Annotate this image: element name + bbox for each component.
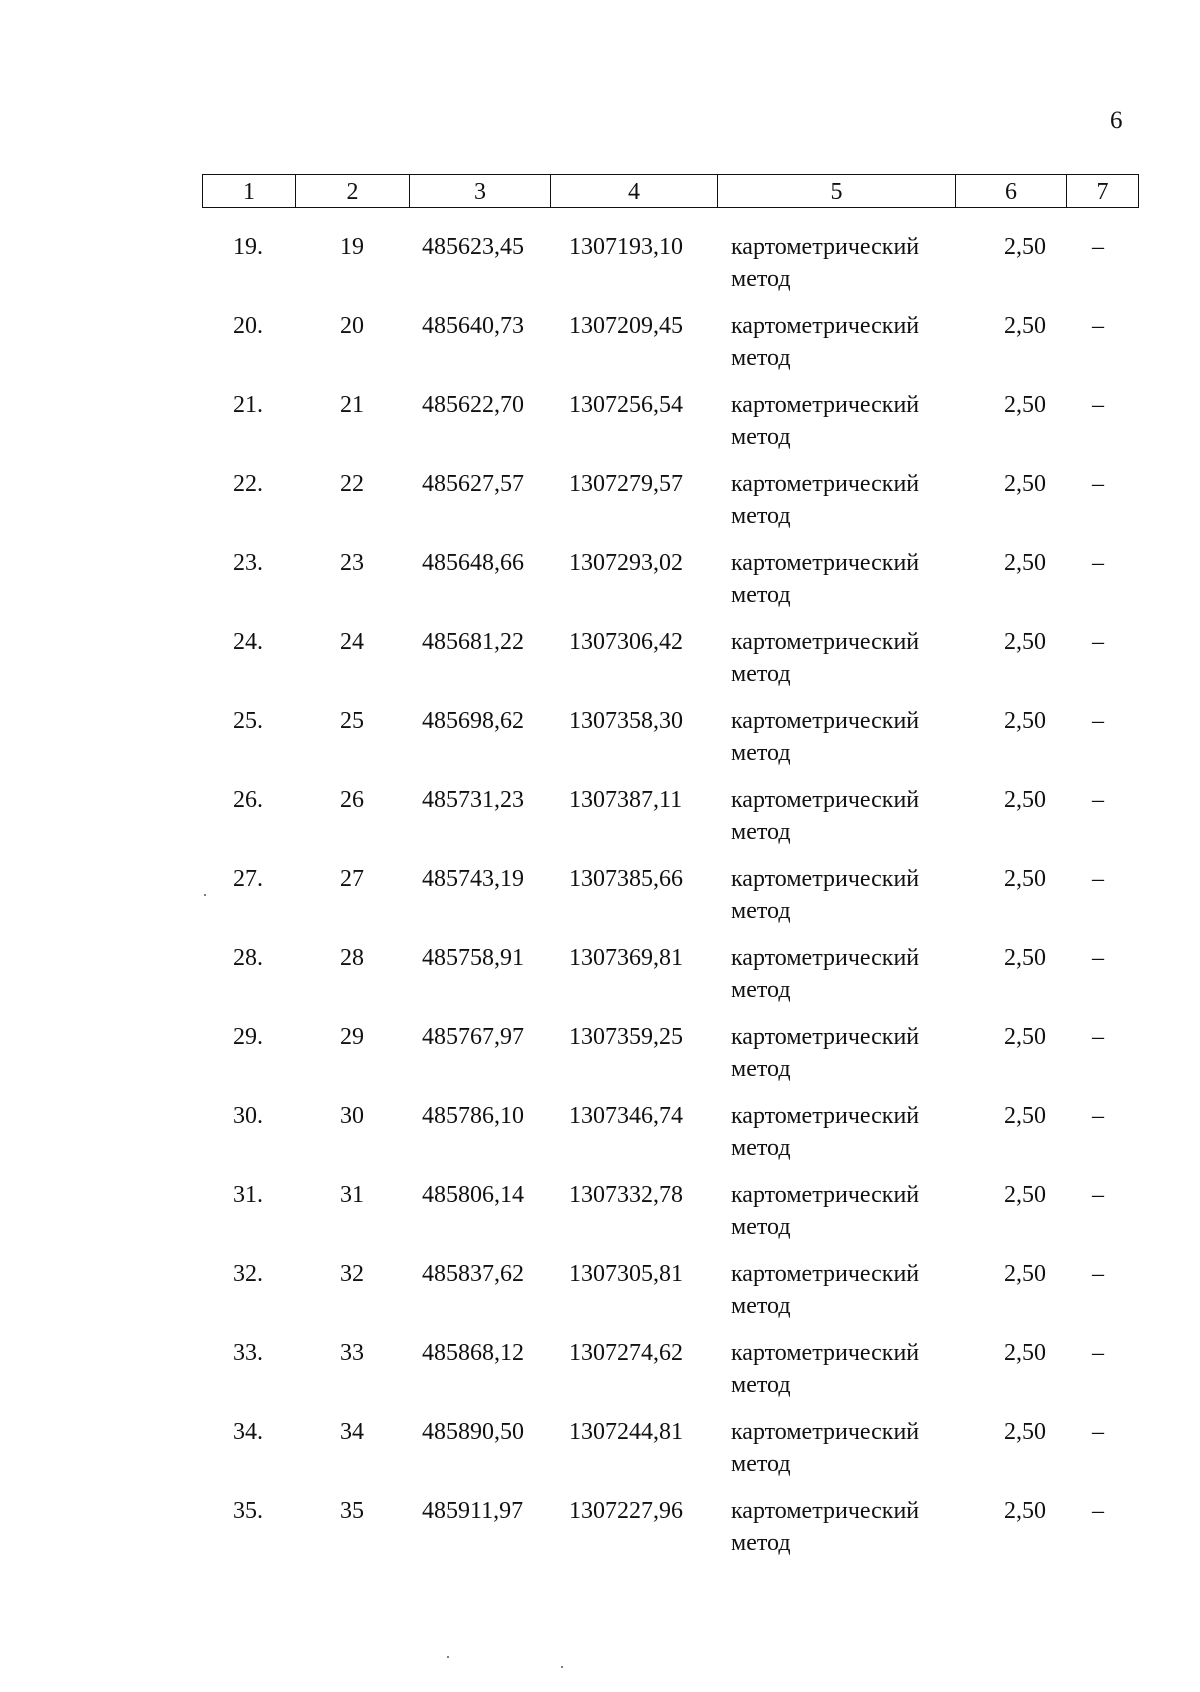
- coordinate-x: 485767,97: [422, 1024, 524, 1050]
- note-value: –: [1092, 1261, 1104, 1287]
- point-number: 27: [340, 866, 364, 892]
- row-number: 25.: [233, 708, 263, 734]
- row-number: 33.: [233, 1340, 263, 1366]
- method-cell: [731, 1337, 971, 1401]
- accuracy-value: 2,50: [1004, 945, 1046, 971]
- point-number: 23: [340, 550, 364, 576]
- table-row: [0, 1100, 1200, 1179]
- point-number: 33: [340, 1340, 364, 1366]
- coordinate-y: 1307385,66: [569, 866, 683, 892]
- accuracy-value: 2,50: [1004, 392, 1046, 418]
- table-row: [0, 705, 1200, 784]
- row-number: 34.: [233, 1419, 263, 1445]
- method-cell: [731, 231, 971, 295]
- accuracy-value: 2,50: [1004, 708, 1046, 734]
- coordinate-y: 1307274,62: [569, 1340, 683, 1366]
- method-line-2: метод: [731, 503, 791, 529]
- point-number: 19: [340, 234, 364, 260]
- coordinate-y: 1307306,42: [569, 629, 683, 655]
- accuracy-value: 2,50: [1004, 629, 1046, 655]
- method-cell: [731, 1416, 971, 1480]
- row-number: 29.: [233, 1024, 263, 1050]
- method-cell: [731, 784, 971, 848]
- table-row: [0, 1416, 1200, 1495]
- scan-speck: [561, 1666, 563, 1668]
- method-line-2: метод: [731, 819, 791, 845]
- note-value: –: [1092, 392, 1104, 418]
- method-line-2: метод: [731, 266, 791, 292]
- table-row: [0, 468, 1200, 547]
- method-line-2: метод: [731, 1214, 791, 1240]
- method-line-1: картометрический: [731, 1340, 920, 1366]
- table-row: [0, 626, 1200, 705]
- method-line-1: картометрический: [731, 1498, 920, 1524]
- point-number: 28: [340, 945, 364, 971]
- coordinate-y: 1307358,30: [569, 708, 683, 734]
- page-number: 6: [1110, 107, 1123, 134]
- note-value: –: [1092, 1340, 1104, 1366]
- table-row: [0, 1179, 1200, 1258]
- row-number: 31.: [233, 1182, 263, 1208]
- row-number: 30.: [233, 1103, 263, 1129]
- accuracy-value: 2,50: [1004, 1419, 1046, 1445]
- coordinate-y: 1307359,25: [569, 1024, 683, 1050]
- point-number: 35: [340, 1498, 364, 1524]
- note-value: –: [1092, 629, 1104, 655]
- method-line-2: метод: [731, 898, 791, 924]
- table-row: [0, 942, 1200, 1021]
- row-number: 22.: [233, 471, 263, 497]
- table-row: [0, 863, 1200, 942]
- method-line-2: метод: [731, 1135, 791, 1161]
- accuracy-value: 2,50: [1004, 1024, 1046, 1050]
- method-line-1: картометрический: [731, 866, 920, 892]
- row-number: 28.: [233, 945, 263, 971]
- table-row: [0, 231, 1200, 310]
- coordinate-x: 485731,23: [422, 787, 524, 813]
- method-cell: [731, 863, 971, 927]
- method-line-2: метод: [731, 740, 791, 766]
- method-cell: [731, 389, 971, 453]
- coordinate-x: 485743,19: [422, 866, 524, 892]
- coordinate-x: 485627,57: [422, 471, 524, 497]
- table-row: [0, 784, 1200, 863]
- note-value: –: [1092, 234, 1104, 260]
- accuracy-value: 2,50: [1004, 1182, 1046, 1208]
- accuracy-value: 2,50: [1004, 1498, 1046, 1524]
- table-row: [0, 547, 1200, 626]
- point-number: 32: [340, 1261, 364, 1287]
- method-line-2: метод: [731, 1530, 791, 1556]
- coordinate-y: 1307256,54: [569, 392, 683, 418]
- coordinate-y: 1307279,57: [569, 471, 683, 497]
- method-line-2: метод: [731, 1293, 791, 1319]
- method-line-1: картометрический: [731, 1419, 920, 1445]
- column-header-1: 1: [203, 175, 296, 208]
- coordinate-x: 485622,70: [422, 392, 524, 418]
- row-number: 32.: [233, 1261, 263, 1287]
- note-value: –: [1092, 1103, 1104, 1129]
- note-value: –: [1092, 550, 1104, 576]
- method-line-1: картометрический: [731, 471, 920, 497]
- point-number: 26: [340, 787, 364, 813]
- coordinate-x: 485640,73: [422, 313, 524, 339]
- method-cell: [731, 1179, 971, 1243]
- method-line-1: картометрический: [731, 1261, 920, 1287]
- method-line-2: метод: [731, 345, 791, 371]
- note-value: –: [1092, 1498, 1104, 1524]
- method-cell: [731, 1258, 971, 1322]
- column-header-3: 3: [410, 175, 551, 208]
- coordinate-y: 1307244,81: [569, 1419, 683, 1445]
- row-number: 26.: [233, 787, 263, 813]
- method-cell: [731, 942, 971, 1006]
- note-value: –: [1092, 313, 1104, 339]
- method-line-1: картометрический: [731, 1024, 920, 1050]
- method-cell: [731, 547, 971, 611]
- method-cell: [731, 705, 971, 769]
- note-value: –: [1092, 708, 1104, 734]
- coordinate-y: 1307209,45: [569, 313, 683, 339]
- point-number: 29: [340, 1024, 364, 1050]
- row-number: 19.: [233, 234, 263, 260]
- point-number: 30: [340, 1103, 364, 1129]
- table-row: [0, 1495, 1200, 1574]
- coordinate-y: 1307346,74: [569, 1103, 683, 1129]
- column-header-row: [203, 175, 1139, 208]
- method-line-1: картометрический: [731, 629, 920, 655]
- method-line-1: картометрический: [731, 787, 920, 813]
- coordinate-y: 1307193,10: [569, 234, 683, 260]
- method-line-2: метод: [731, 1372, 791, 1398]
- method-cell: [731, 1495, 971, 1559]
- accuracy-value: 2,50: [1004, 313, 1046, 339]
- method-line-2: метод: [731, 1451, 791, 1477]
- method-cell: [731, 1021, 971, 1085]
- method-line-2: метод: [731, 582, 791, 608]
- coordinate-x: 485681,22: [422, 629, 524, 655]
- coordinate-y: 1307293,02: [569, 550, 683, 576]
- coordinate-x: 485648,66: [422, 550, 524, 576]
- row-number: 24.: [233, 629, 263, 655]
- method-cell: [731, 626, 971, 690]
- column-header-2: 2: [296, 175, 410, 208]
- accuracy-value: 2,50: [1004, 787, 1046, 813]
- note-value: –: [1092, 945, 1104, 971]
- coordinate-x: 485623,45: [422, 234, 524, 260]
- coordinate-x: 485837,62: [422, 1261, 524, 1287]
- accuracy-value: 2,50: [1004, 550, 1046, 576]
- point-number: 22: [340, 471, 364, 497]
- method-line-1: картометрический: [731, 1103, 920, 1129]
- table-row: [0, 310, 1200, 389]
- table-row: [0, 389, 1200, 468]
- coordinate-x: 485890,50: [422, 1419, 524, 1445]
- method-line-2: метод: [731, 424, 791, 450]
- coordinate-y: 1307227,96: [569, 1498, 683, 1524]
- row-number: 35.: [233, 1498, 263, 1524]
- note-value: –: [1092, 471, 1104, 497]
- coordinate-x: 485698,62: [422, 708, 524, 734]
- coordinate-y: 1307305,81: [569, 1261, 683, 1287]
- coordinate-x: 485868,12: [422, 1340, 524, 1366]
- coordinate-x: 485911,97: [422, 1498, 524, 1524]
- accuracy-value: 2,50: [1004, 1340, 1046, 1366]
- accuracy-value: 2,50: [1004, 471, 1046, 497]
- method-line-2: метод: [731, 661, 791, 687]
- row-number: 27.: [233, 866, 263, 892]
- note-value: –: [1092, 1024, 1104, 1050]
- method-line-1: картометрический: [731, 392, 920, 418]
- coordinate-y: 1307387,11: [569, 787, 683, 813]
- column-header-4: 4: [551, 175, 718, 208]
- accuracy-value: 2,50: [1004, 1261, 1046, 1287]
- coordinate-x: 485758,91: [422, 945, 524, 971]
- table-row: [0, 1258, 1200, 1337]
- method-line-1: картометрический: [731, 313, 920, 339]
- scan-speck: [447, 1656, 449, 1658]
- point-number: 24: [340, 629, 364, 655]
- method-line-1: картометрический: [731, 708, 920, 734]
- point-number: 21: [340, 392, 364, 418]
- scan-speck: [204, 894, 206, 896]
- accuracy-value: 2,50: [1004, 1103, 1046, 1129]
- method-line-1: картометрический: [731, 1182, 920, 1208]
- column-header-table: [202, 174, 1139, 208]
- method-line-2: метод: [731, 977, 791, 1003]
- point-number: 31: [340, 1182, 364, 1208]
- column-header-5: 5: [718, 175, 956, 208]
- row-number: 23.: [233, 550, 263, 576]
- table-row: [0, 1021, 1200, 1100]
- column-header-6: 6: [956, 175, 1067, 208]
- table-row: [0, 1337, 1200, 1416]
- coordinate-y: 1307332,78: [569, 1182, 683, 1208]
- note-value: –: [1092, 787, 1104, 813]
- accuracy-value: 2,50: [1004, 866, 1046, 892]
- point-number: 25: [340, 708, 364, 734]
- coordinate-x: 485786,10: [422, 1103, 524, 1129]
- method-line-2: метод: [731, 1056, 791, 1082]
- accuracy-value: 2,50: [1004, 234, 1046, 260]
- coordinate-x: 485806,14: [422, 1182, 524, 1208]
- point-number: 20: [340, 313, 364, 339]
- method-cell: [731, 310, 971, 374]
- coordinates-table-body: [0, 231, 1200, 1574]
- method-line-1: картометрический: [731, 550, 920, 576]
- point-number: 34: [340, 1419, 364, 1445]
- note-value: –: [1092, 1182, 1104, 1208]
- method-cell: [731, 468, 971, 532]
- note-value: –: [1092, 1419, 1104, 1445]
- method-cell: [731, 1100, 971, 1164]
- method-line-1: картометрический: [731, 234, 920, 260]
- method-line-1: картометрический: [731, 945, 920, 971]
- row-number: 20.: [233, 313, 263, 339]
- note-value: –: [1092, 866, 1104, 892]
- row-number: 21.: [233, 392, 263, 418]
- coordinate-y: 1307369,81: [569, 945, 683, 971]
- column-header-7: 7: [1067, 175, 1139, 208]
